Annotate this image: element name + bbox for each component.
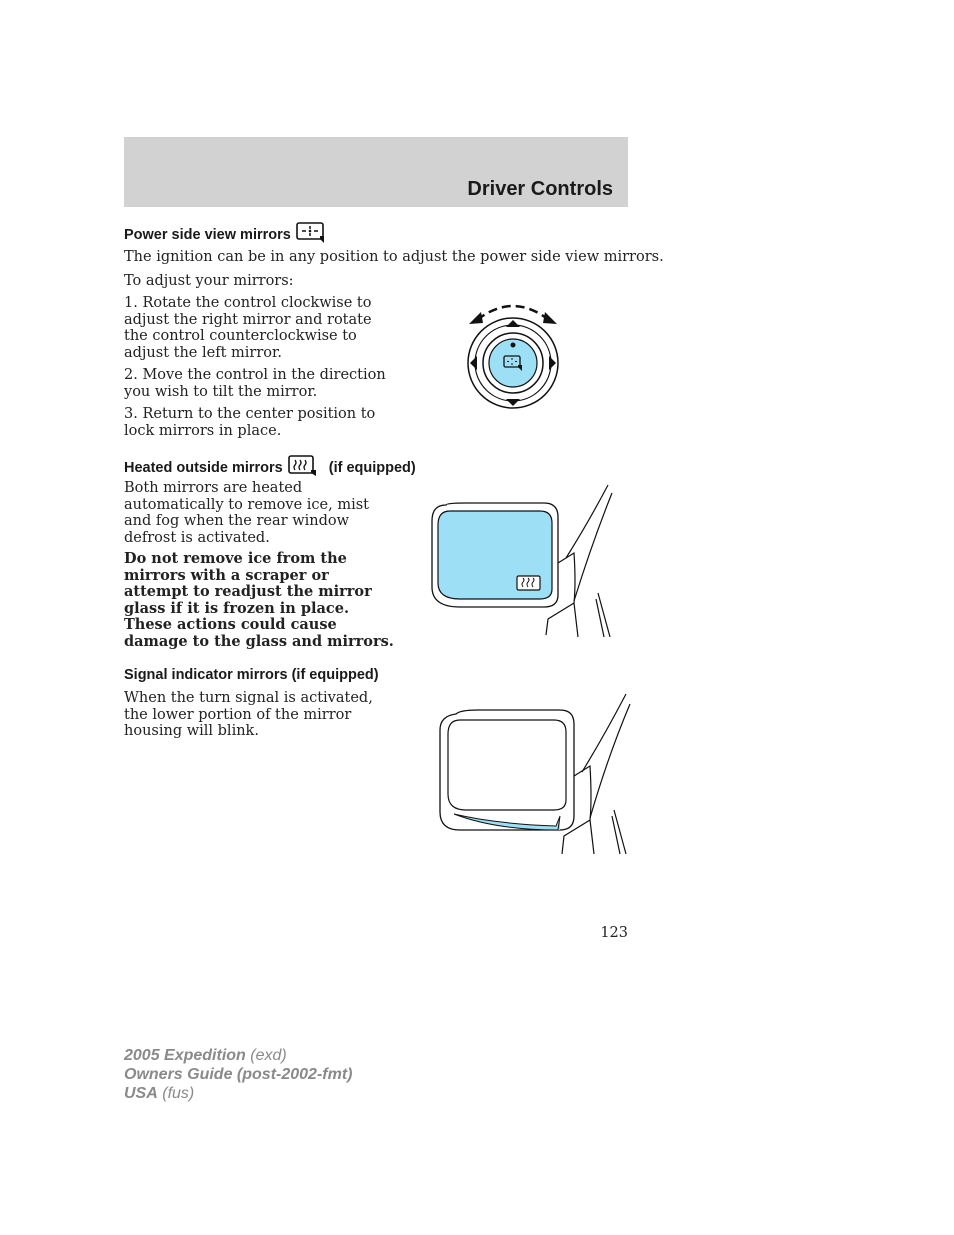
- heated-mirror-icon: [288, 455, 318, 477]
- heated-mirrors-body: Both mirrors are heated automatically to remove ice, mist and fog when the rear window defrost is activated.: [124, 480, 369, 546]
- power-mirrors-heading: [124, 222, 326, 244]
- heated-mirrors-heading: [124, 455, 416, 477]
- power-mirrors-intro: The ignition can be in any position to adjust the power side view mirrors.: [124, 249, 664, 265]
- power-mirrors-lead: To adjust your mirrors:: [124, 273, 294, 289]
- heated-mirrors-heading-suffix: (if equipped): [328, 460, 416, 476]
- signal-mirrors-body: When the turn signal is activated, the lower portion of the mirror housing will blink.: [124, 690, 373, 739]
- power-mirrors-step-1: 1. Rotate the control clockwise to adjust the right mirror and rotate the control counterclockwise to adjust the left mirror.: [124, 295, 372, 361]
- power-mirrors-step-2: 2. Move the control in the direction you wish to tilt the mirror.: [124, 367, 386, 400]
- power-mirrors-heading-text: Power side view mirrors: [124, 227, 291, 243]
- section-title: Driver Controls: [467, 178, 613, 200]
- footer-line-2: Owners Guide (post-2002-fmt): [124, 1066, 353, 1083]
- footer-line-1: 2005 Expedition (exd): [124, 1047, 287, 1064]
- signal-mirror-illustration: [436, 690, 632, 858]
- mirror-control-icon: [296, 222, 326, 244]
- heated-mirror-illustration: [426, 483, 616, 643]
- page-number: 123: [600, 925, 628, 941]
- section-header-band: [124, 137, 628, 207]
- document-footer: [124, 1046, 352, 1103]
- signal-mirrors-heading: Signal indicator mirrors (if equipped): [124, 667, 379, 683]
- mirror-control-knob-illustration: [460, 296, 566, 416]
- power-mirrors-step-3: 3. Return to the center position to lock mirrors in place.: [124, 406, 376, 439]
- footer-line-3: USA (fus): [124, 1085, 195, 1102]
- heated-mirrors-heading-text: Heated outside mirrors: [124, 460, 283, 476]
- heated-mirrors-warning: Do not remove ice from the mirrors with a scraper or attempt to readjust the mirror glass if it is frozen in place. These actions could cause damage to the glass and mirrors.: [124, 550, 394, 650]
